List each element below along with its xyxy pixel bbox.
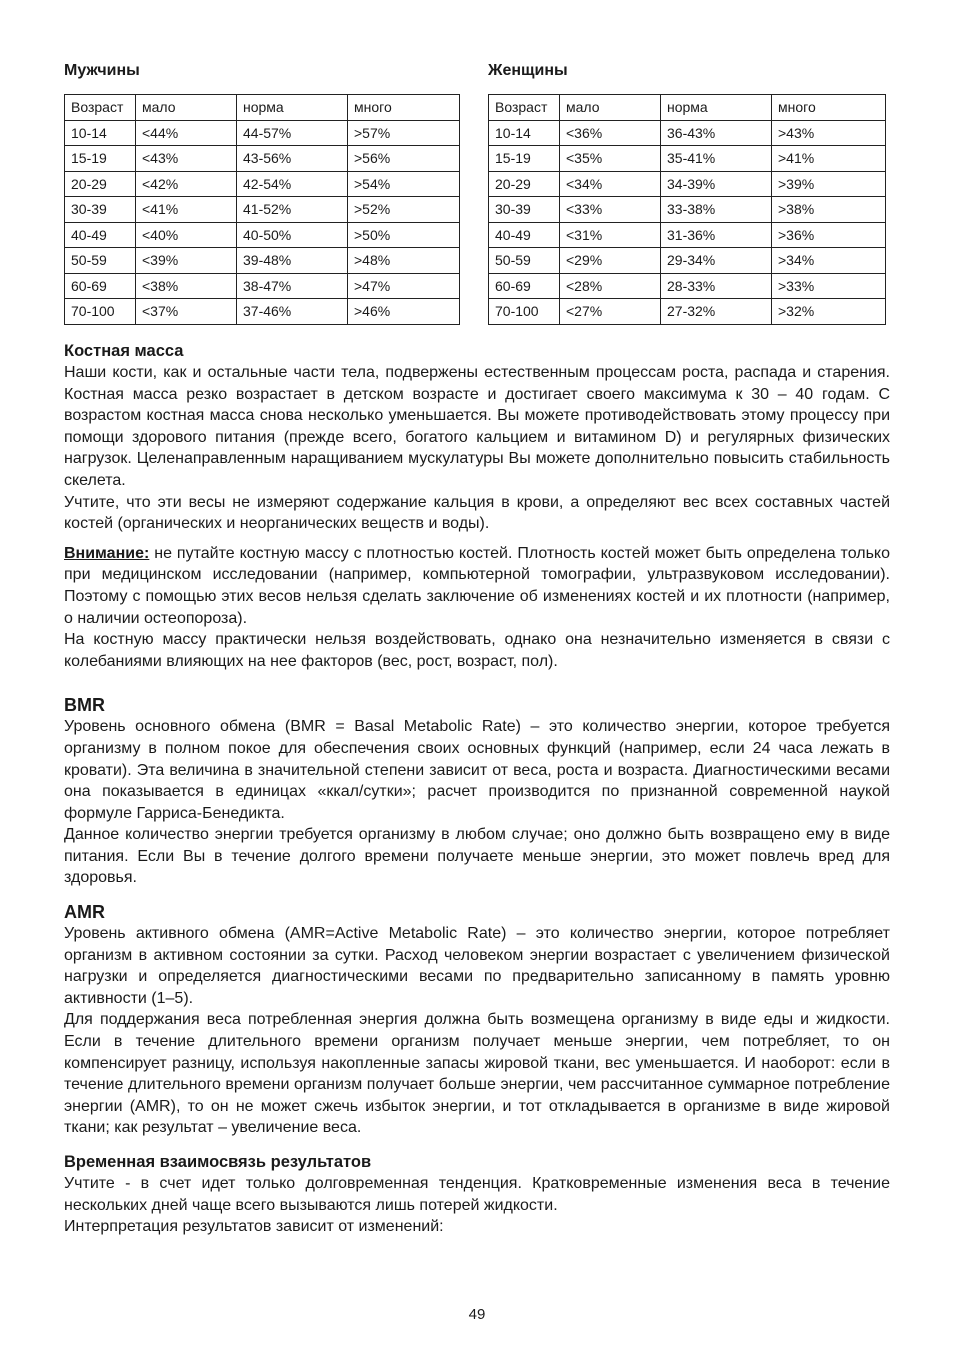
table-cell: 31-36%: [661, 222, 772, 248]
manual-page: [64, 60, 890, 1238]
table-cell: 29-34%: [661, 248, 772, 274]
table-cell: >32%: [772, 299, 886, 325]
table-cell: 42-54%: [237, 171, 348, 197]
table-header-cell: норма: [237, 95, 348, 121]
bone-paragraph-2: Учтите, что эти весы не измеряют содержание кальция в крови, а определяют вес всех составных частей костей (органических и неорганических веществ и воды).: [64, 493, 890, 533]
table-cell: <27%: [560, 299, 661, 325]
table-cell: >41%: [772, 146, 886, 172]
table-cell: 39-48%: [237, 248, 348, 274]
table-cell: 15-19: [65, 146, 136, 172]
table-row: [489, 299, 886, 325]
table-cell: <38%: [136, 273, 237, 299]
table-header-cell: Возраст: [65, 95, 136, 121]
table-header-cell: много: [772, 95, 886, 121]
table-cell: >38%: [772, 197, 886, 223]
warning-text: не путайте костную массу с плотностью костей. Плотность костей может быть определена только при медицинском исследовании (например, компьютерной томографии, ультразвуковом исследовании). Поэтому с помощью этих весов нельзя сделать заключение об изменениях костей и их плотности (например, о наличии остеопороза).: [64, 544, 890, 627]
table-row: [489, 146, 886, 172]
table-cell: >46%: [348, 299, 460, 325]
table-cell: <44%: [136, 120, 237, 146]
table-header-row: [65, 95, 460, 121]
table-header-cell: мало: [560, 95, 661, 121]
table-cell: <40%: [136, 222, 237, 248]
table-cell: 70-100: [489, 299, 560, 325]
warning-label: Внимание:: [64, 544, 150, 562]
table-cell: 37-46%: [237, 299, 348, 325]
table-cell: 43-56%: [237, 146, 348, 172]
bmr-paragraph-1: Уровень основного обмена (BMR = Basal Metabolic Rate) – это количество энергии, которое требуется организму в полном покое для обеспечения своих основных функций (например, если 24 часа лежать в кровати). Эта величина в значительной степени зависит от веса, роста и возраста. Диагностическими весами она показывается в единицах «ккал/сутки»; расчет производится по признанной современной наукой формуле Гарриса-Бенедикта.: [64, 718, 890, 822]
men-table-title: Мужчины: [64, 62, 140, 79]
bmr-heading: BMR: [64, 695, 105, 716]
table-cell: 60-69: [65, 273, 136, 299]
page-number: 49: [468, 1306, 486, 1323]
table-row: [489, 248, 886, 274]
table-row: [489, 222, 886, 248]
bone-paragraph-1: Наши кости, как и остальные части тела, подвержены естественным процессам роста, распада и старения. Костная масса резко возрастает в детском возрасте и достигает своего максимума к 30 – 40 годам. С возрастом костная масса снова несколько уменьшается. Вы можете противодействовать этому процессу при помощи здорового питания (прежде всего, богатого кальцием и витамином D) и регулярных физических нагрузок. Целенаправленным наращиванием мускулатуры Вы можете дополнительно повысить стабильность скелета.: [64, 364, 890, 489]
table-header-cell: много: [348, 95, 460, 121]
women-table: [488, 94, 886, 325]
table-row: [489, 171, 886, 197]
table-cell: <31%: [560, 222, 661, 248]
amr-paragraph-1: Уровень активного обмена (AMR=Active Metabolic Rate) – это количество энергии, которое потребляет организм в активном состоянии за сутки. Расход человеком энергии возрастает с увеличением физической нагрузки и определяется диагностическими весами по предварительно записанному в память уровню активности (1–5).: [64, 925, 890, 1007]
bone-paragraph-3: На костную массу практически нельзя воздействовать, однако она незначительно изменяется в связи с колебаниями влияющих на нее факторов (вес, рост, возраст, пол).: [64, 631, 890, 670]
table-cell: >39%: [772, 171, 886, 197]
bone-heading: Костная масса: [64, 342, 184, 360]
table-cell: >52%: [348, 197, 460, 223]
table-cell: 40-49: [65, 222, 136, 248]
table-cell: 70-100: [65, 299, 136, 325]
table-row: [65, 171, 460, 197]
table-cell: 33-38%: [661, 197, 772, 223]
table-cell: >56%: [348, 146, 460, 172]
women-table-block: [488, 60, 886, 325]
table-cell: 35-41%: [661, 146, 772, 172]
table-cell: >33%: [772, 273, 886, 299]
table-cell: 27-32%: [661, 299, 772, 325]
table-cell: >54%: [348, 171, 460, 197]
table-cell: <42%: [136, 171, 237, 197]
table-cell: 34-39%: [661, 171, 772, 197]
table-row: [65, 222, 460, 248]
table-cell: 41-52%: [237, 197, 348, 223]
table-cell: >47%: [348, 273, 460, 299]
table-row: [65, 197, 460, 223]
time-heading: Временная взаимосвязь результатов: [64, 1153, 372, 1171]
table-cell: >36%: [772, 222, 886, 248]
table-cell: <37%: [136, 299, 237, 325]
table-row: [65, 273, 460, 299]
bmr-paragraph-2: Данное количество энергии требуется организму в любом случае; оно должно быть возвращено ему в виде питания. Если Вы в течение долгого времени получаете меньше энергии, это может повлечь вред для здоровья.: [64, 826, 890, 887]
table-cell: <28%: [560, 273, 661, 299]
table-cell: <43%: [136, 146, 237, 172]
table-cell: 20-29: [489, 171, 560, 197]
table-cell: <39%: [136, 248, 237, 274]
table-cell: 10-14: [65, 120, 136, 146]
table-cell: 40-49: [489, 222, 560, 248]
men-table: [64, 94, 460, 325]
amr-heading: AMR: [64, 902, 105, 923]
table-cell: >50%: [348, 222, 460, 248]
table-cell: 30-39: [489, 197, 560, 223]
table-cell: <29%: [560, 248, 661, 274]
table-header-cell: мало: [136, 95, 237, 121]
table-cell: 38-47%: [237, 273, 348, 299]
table-row: [489, 197, 886, 223]
table-header-cell: Возраст: [489, 95, 560, 121]
fat-tables: [64, 60, 890, 328]
table-cell: 50-59: [489, 248, 560, 274]
table-cell: 28-33%: [661, 273, 772, 299]
table-cell: 30-39: [65, 197, 136, 223]
table-row: [489, 120, 886, 146]
table-row: [65, 146, 460, 172]
table-cell: >48%: [348, 248, 460, 274]
table-row: [65, 248, 460, 274]
table-cell: 20-29: [65, 171, 136, 197]
women-table-title: Женщины: [488, 62, 568, 79]
table-row: [65, 299, 460, 325]
table-cell: 36-43%: [661, 120, 772, 146]
table-cell: <36%: [560, 120, 661, 146]
table-cell: <35%: [560, 146, 661, 172]
table-cell: <33%: [560, 197, 661, 223]
men-table-block: [64, 60, 460, 325]
time-paragraph-1: Учтите - в счет идет только долговременная тенденция. Кратковременные изменения веса в течение нескольких дней чаще всего вызываются лишь потерей жидкости.: [64, 1175, 890, 1214]
table-cell: 44-57%: [237, 120, 348, 146]
table-cell: 15-19: [489, 146, 560, 172]
table-cell: >34%: [772, 248, 886, 274]
table-cell: 60-69: [489, 273, 560, 299]
amr-paragraph-2: Для поддержания веса потребленная энергия должна быть возмещена организму в виде еды и жидкости. Если в течение длительного времени организм получает меньше энергии, чем потребляет, то он компенсирует разницу, используя накопленные запасы жировой ткани, вес уменьшается. И наоборот: если в течение длительного времени организм получает больше энергии, чем рассчитанное суммарное потребление энергии (AMR), то он не может сжечь избыток энергии, и тот откладывается в организме в виде жировой ткани; как результат – увеличение веса.: [64, 1011, 890, 1137]
table-row: [489, 273, 886, 299]
table-cell: <41%: [136, 197, 237, 223]
bone-warning: [64, 543, 890, 629]
table-cell: 10-14: [489, 120, 560, 146]
table-cell: >43%: [772, 120, 886, 146]
time-paragraph-2: Интерпретация результатов зависит от изменений:: [64, 1218, 444, 1236]
table-cell: >57%: [348, 120, 460, 146]
table-cell: <34%: [560, 171, 661, 197]
table-row: [65, 120, 460, 146]
table-cell: 50-59: [65, 248, 136, 274]
table-header-cell: норма: [661, 95, 772, 121]
table-cell: 40-50%: [237, 222, 348, 248]
table-header-row: [489, 95, 886, 121]
